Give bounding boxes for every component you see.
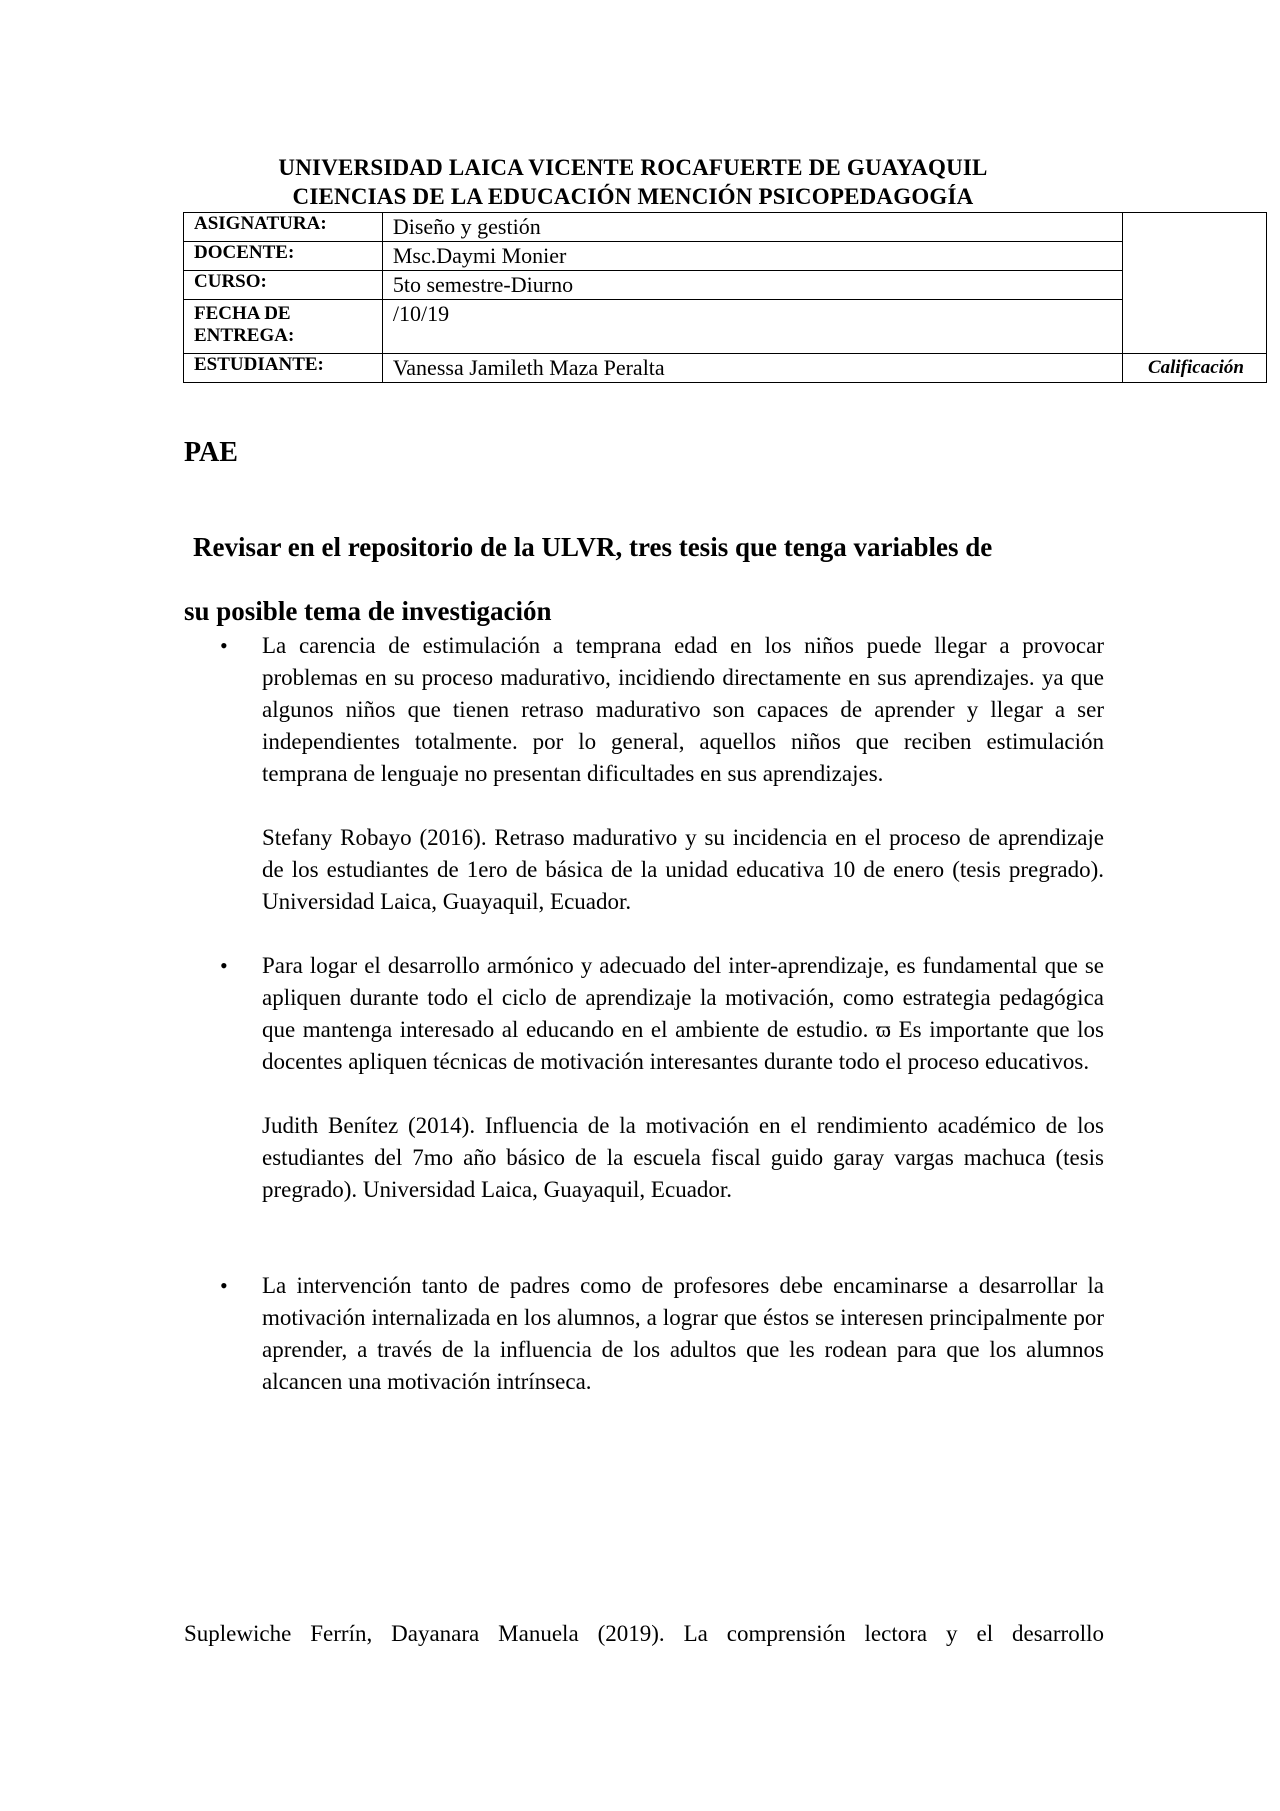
info-row-estudiante — [184, 354, 1267, 383]
bullet-item-3 — [184, 1270, 1104, 1398]
label-asignatura: ASIGNATURA: — [184, 213, 383, 242]
reference-1: Stefany Robayo (2016). Retraso madurativo y su incidencia en el proceso de aprendizaje de los estudiantes de 1ero de básica de la unidad educativa 10 de enero (tesis pregrado). Universidad Laica, Guayaquil, Ecuador. — [262, 825, 1104, 914]
value-docente: Msc.Daymi Monier — [382, 242, 1122, 271]
section-heading: PAE — [184, 437, 238, 468]
bullet-icon: • — [220, 953, 228, 978]
info-table — [183, 212, 1267, 383]
bullet-icon: • — [220, 1273, 228, 1298]
value-curso: 5to semestre-Diurno — [382, 271, 1122, 300]
value-estudiante: Vanessa Jamileth Maza Peralta — [382, 354, 1122, 383]
bullet-item-2 — [184, 950, 1104, 1078]
bullet-icon: • — [220, 633, 228, 658]
label-fecha: FECHA DE ENTREGA: — [184, 300, 383, 354]
value-asignatura: Diseño y gestión — [382, 213, 1122, 242]
value-fecha: /10/19 — [382, 300, 1122, 354]
label-estudiante: ESTUDIANTE: — [184, 354, 383, 383]
bullet-item-1 — [184, 630, 1104, 790]
task-title-line-2: su posible tema de investigación — [184, 596, 552, 626]
bullet-text-1: La carencia de estimulación a temprana edad en los niños puede llegar a provocar problemas en su proceso madurativo, incidiendo directamente en sus aprendizajes. ya que algunos niños que tienen retraso madurativo son capaces de aprender y llegar a ser independientes totalmente. por lo general, aquellos niños que reciben estimulación temprana de lenguaje no presentan dificultades en sus aprendizajes. — [262, 633, 1104, 786]
info-row-curso — [184, 271, 1267, 300]
label-curso: CURSO: — [184, 271, 383, 300]
footer-reference: Suplewiche Ferrín, Dayanara Manuela (2019). La comprensión lectora y el desarrollo — [184, 1621, 1104, 1646]
university-name: UNIVERSIDAD LAICA VICENTE ROCAFUERTE DE GUAYAQUIL — [278, 155, 988, 180]
grade-box — [1123, 213, 1267, 354]
bullet-text-3: La intervención tanto de padres como de profesores debe encaminarse a desarrollar la motivación internalizada en los alumnos, a lograr que éstos se interesen principalmente por aprender, a través de la influencia de los adultos que les rodean para que los alumnos alcancen una motivación intrínseca. — [262, 1273, 1104, 1394]
reference-2: Judith Benítez (2014). Influencia de la motivación en el rendimiento académico de los estudiantes del 7mo año básico de la escuela fiscal guido garay vargas machuca (tesis pregrado). Universidad Laica, Guayaquil, Ecuador. — [262, 1113, 1104, 1202]
task-title-line-1: Revisar en el repositorio de la ULVR, tres tesis que tenga variables de — [193, 532, 993, 562]
info-row-fecha — [184, 300, 1267, 354]
document-header — [183, 153, 1083, 211]
faculty-name: CIENCIAS DE LA EDUCACIÓN MENCIÓN PSICOPEDAGOGÍA — [292, 184, 974, 209]
info-row-asignatura — [184, 213, 1267, 242]
bullet-text-2: Para logar el desarrollo armónico y adecuado del inter-aprendizaje, es fundamental que se apliquen durante todo el ciclo de aprendizaje la motivación, como estrategia pedagógica que mantenga interesado al educando en el ambiente de estudio. ϖ Es importante que los docentes apliquen técnicas de motivación interesantes durante todo el proceso educativos. — [262, 953, 1104, 1074]
label-docente: DOCENTE: — [184, 242, 383, 271]
task-title — [184, 515, 1104, 643]
bullet-list — [184, 630, 1104, 1398]
info-row-docente — [184, 242, 1267, 271]
grade-label: Calificación — [1123, 354, 1267, 383]
